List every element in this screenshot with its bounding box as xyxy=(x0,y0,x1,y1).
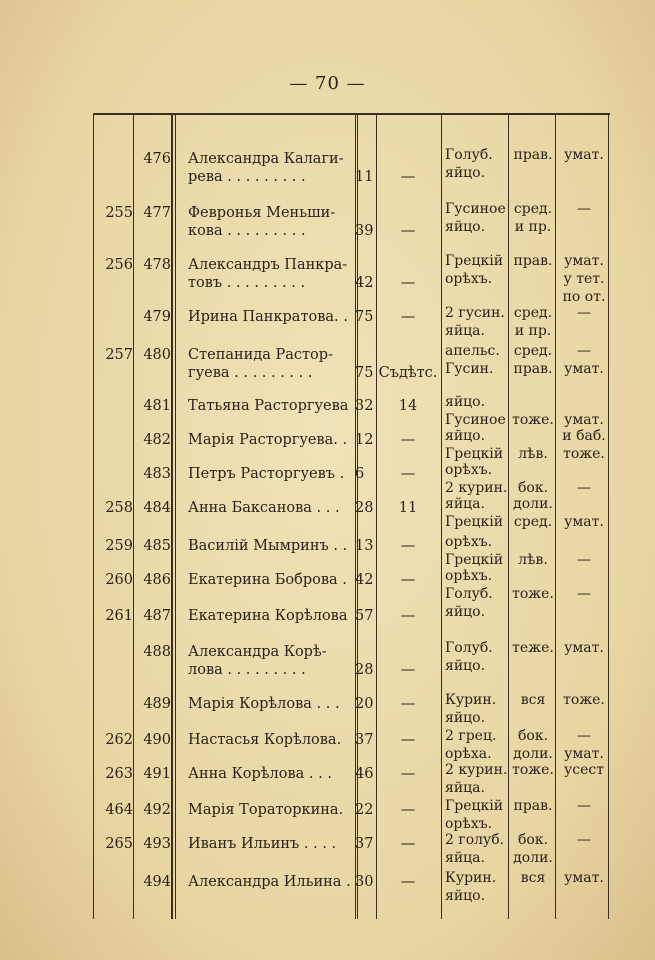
name-line-2: рева . . . . . . . . . xyxy=(188,169,306,185)
pos-line-1: бок. xyxy=(517,728,549,744)
pos-line-2: и пр. xyxy=(514,219,552,235)
egg-line-2: яйцо. xyxy=(445,219,486,235)
name-line-1: Петръ Расторгуевъ . xyxy=(188,466,345,482)
egg-line-2: Грецкій xyxy=(445,514,504,530)
second-value: 14 xyxy=(398,398,418,414)
row-number-a: 255 xyxy=(105,205,133,221)
second-value: — xyxy=(400,432,416,448)
second-value: — xyxy=(400,572,416,588)
egg-line-1: 2 курин. xyxy=(445,762,508,778)
out-line-1: — xyxy=(577,832,591,848)
row-number-a: 259 xyxy=(105,538,133,554)
egg-line-1: яйцо. xyxy=(445,394,486,410)
age-value: 13 xyxy=(355,538,374,554)
row-number-b: 479 xyxy=(143,309,171,325)
name-line-1: Февронья Меньши- xyxy=(188,205,336,221)
second-value: 11 xyxy=(398,500,418,516)
row-number-b: 487 xyxy=(143,608,171,624)
age-value: 12 xyxy=(355,432,374,448)
row-number-b: 490 xyxy=(143,732,171,748)
page-number: — 70 — xyxy=(289,73,366,94)
row-number-b: 492 xyxy=(143,802,171,818)
egg-line-2: Гусиное xyxy=(445,412,506,428)
egg-line-2: яйцо. xyxy=(445,658,486,674)
second-value: — xyxy=(400,223,416,239)
pos-line-2: доли. xyxy=(513,850,553,866)
row-number-b: 483 xyxy=(143,466,171,482)
out-line-2: — xyxy=(577,480,591,496)
out-line-1: — xyxy=(577,798,591,814)
age-value: 42 xyxy=(355,275,374,291)
pos-line-2: лѣв. xyxy=(518,446,548,462)
row-number-b: 494 xyxy=(143,874,171,890)
egg-line-2: Грецкій xyxy=(445,446,504,462)
egg-line-1: Гусиное xyxy=(445,201,506,217)
out-line-1: умат. xyxy=(564,870,604,886)
age-value: 20 xyxy=(355,696,374,712)
pos-line-2: бок. xyxy=(517,480,549,496)
name-line-1: Марія Расторгуева. . xyxy=(188,432,348,448)
out-line-1: тоже. xyxy=(563,692,605,708)
pos-line-2: тоже. xyxy=(512,586,554,602)
row-number-b: 484 xyxy=(143,500,171,516)
second-value: — xyxy=(400,275,416,291)
pos-line-1: прав. xyxy=(513,147,553,163)
pos-line-2: сред. xyxy=(513,514,553,530)
out-line-1: — xyxy=(577,343,591,359)
second-value: — xyxy=(400,608,416,624)
egg-line-2: яйца. xyxy=(445,850,485,866)
age-value: 6 xyxy=(355,466,365,482)
name-line-1: Иванъ Ильинъ . . . . xyxy=(188,836,337,852)
egg-line-2: яйца. xyxy=(445,780,485,796)
out-line-1: и баб. xyxy=(562,428,606,444)
egg-line-1: Грецкій xyxy=(445,798,504,814)
row-number-b: 480 xyxy=(143,347,171,363)
out-line-2: тоже. xyxy=(563,446,605,462)
row-number-b: 485 xyxy=(143,538,171,554)
name-line-1: Анна Баксанова . . . xyxy=(188,500,340,516)
second-value: Съдѣтс. xyxy=(378,365,438,381)
row-number-b: 481 xyxy=(143,398,171,414)
age-value: 57 xyxy=(355,608,374,624)
egg-line-1: Грецкій xyxy=(445,253,504,269)
out-line-2: умат. xyxy=(564,514,604,530)
egg-line-1: орѣхъ. xyxy=(445,462,493,478)
second-value: — xyxy=(400,766,416,782)
egg-line-2: яйцо. xyxy=(445,710,486,726)
egg-line-1: 2 голуб. xyxy=(445,832,505,848)
second-value: — xyxy=(400,836,416,852)
row-number-b: 493 xyxy=(143,836,171,852)
second-value: — xyxy=(400,309,416,325)
row-number-a: 258 xyxy=(105,500,133,516)
age-value: 28 xyxy=(355,662,374,678)
egg-line-2: яйцо. xyxy=(445,888,486,904)
egg-line-2: Гусин. xyxy=(445,361,494,377)
row-number-a: 263 xyxy=(105,766,133,782)
second-value: — xyxy=(400,802,416,818)
egg-line-2: орѣхъ. xyxy=(445,271,493,287)
row-number-b: 488 xyxy=(143,644,171,660)
egg-line-1: орѣхъ. xyxy=(445,534,493,550)
second-value: — xyxy=(400,732,416,748)
pos-line-1: сред. xyxy=(513,343,553,359)
name-line-1: Александра Корѣ- xyxy=(188,644,327,660)
pos-line-1: бок. xyxy=(517,832,549,848)
egg-line-2: яйцо. xyxy=(445,165,486,181)
age-value: 75 xyxy=(355,365,374,381)
row-number-a: 260 xyxy=(105,572,133,588)
age-value: 37 xyxy=(355,836,374,852)
egg-line-1: яйца. xyxy=(445,496,485,512)
name-line-1: Татьяна Расторгуева xyxy=(188,398,349,414)
row-number-a: 257 xyxy=(105,347,133,363)
pos-line-1: доли. xyxy=(513,496,553,512)
out-line-1: — xyxy=(577,201,591,217)
out-line-3: по от. xyxy=(562,289,606,305)
age-value: 46 xyxy=(355,766,374,782)
second-value: — xyxy=(400,696,416,712)
age-value: 11 xyxy=(355,169,374,185)
second-value: — xyxy=(400,662,416,678)
out-line-2: у тет. xyxy=(563,271,605,287)
egg-line-2: яйца. xyxy=(445,323,485,339)
out-line-2: — xyxy=(577,586,591,602)
age-value: 39 xyxy=(355,223,374,239)
egg-line-2: 2 курин. xyxy=(445,480,508,496)
second-value: — xyxy=(400,874,416,890)
out-line-1: усест xyxy=(564,762,604,778)
name-line-1: Степанида Растор- xyxy=(188,347,333,363)
pos-line-1: вся xyxy=(520,692,546,708)
name-line-1: Александръ Панкра- xyxy=(188,257,348,273)
name-line-1: Ирина Панкратова. . xyxy=(188,309,348,325)
pos-line-2: доли. xyxy=(513,746,553,762)
out-line-1: умат. xyxy=(564,253,604,269)
age-value: 28 xyxy=(355,500,374,516)
row-number-b: 476 xyxy=(143,151,171,167)
egg-line-1: яйцо. xyxy=(445,428,486,444)
row-number-a: 464 xyxy=(105,802,133,818)
age-value: 75 xyxy=(355,309,374,325)
name-line-1: Марія Тораторкина. xyxy=(188,802,344,818)
second-value: — xyxy=(400,466,416,482)
row-number-b: 477 xyxy=(143,205,171,221)
egg-line-1: орѣхъ. xyxy=(445,568,493,584)
pos-line-1: сред. xyxy=(513,201,553,217)
egg-line-1: апельс. xyxy=(445,343,500,359)
row-number-b: 489 xyxy=(143,696,171,712)
pos-line-1: вся xyxy=(520,870,546,886)
row-number-a: 262 xyxy=(105,732,133,748)
egg-line-1: 2 грец. xyxy=(445,728,497,744)
age-value: 32 xyxy=(355,398,374,414)
row-number-a: 265 xyxy=(105,836,133,852)
age-value: 22 xyxy=(355,802,374,818)
egg-line-1: Голуб. xyxy=(445,640,493,656)
out-line-2: умат. xyxy=(564,746,604,762)
out-line-2: — xyxy=(577,552,591,568)
egg-line-1: Курин. xyxy=(445,692,497,708)
name-line-2: гуева . . . . . . . . . xyxy=(188,365,313,381)
age-value: 30 xyxy=(355,874,374,890)
out-line-1: — xyxy=(577,305,591,321)
row-number-b: 491 xyxy=(143,766,171,782)
row-number-a: 261 xyxy=(105,608,133,624)
second-value: — xyxy=(400,169,416,185)
name-line-1: Настасья Корѣлова. xyxy=(188,732,342,748)
name-line-1: Александра Калаги- xyxy=(188,151,344,167)
pos-line-2: лѣв. xyxy=(518,552,548,568)
age-value: 42 xyxy=(355,572,374,588)
pos-line-1: тоже. xyxy=(512,762,554,778)
name-line-1: Анна Корѣлова . . . xyxy=(188,766,332,782)
row-number-b: 478 xyxy=(143,257,171,273)
name-line-1: Екатерина Боброва . xyxy=(188,572,347,588)
name-line-1: Василій Мымринъ . . xyxy=(188,538,348,554)
egg-line-2: Грецкій xyxy=(445,552,504,568)
egg-line-1: Голуб. xyxy=(445,147,493,163)
row-number-b: 486 xyxy=(143,572,171,588)
egg-line-1: яйцо. xyxy=(445,604,486,620)
pos-line-1: прав. xyxy=(513,253,553,269)
row-number-a: 256 xyxy=(105,257,133,273)
age-value: 37 xyxy=(355,732,374,748)
out-line-1: умат. xyxy=(564,147,604,163)
pos-line-1: сред. xyxy=(513,305,553,321)
name-line-1: Екатерина Корѣлова xyxy=(188,608,348,624)
second-value: — xyxy=(400,538,416,554)
egg-line-2: орѣхъ. xyxy=(445,816,493,832)
pos-line-2: и пр. xyxy=(514,323,552,339)
name-line-1: Александра Ильина . xyxy=(188,874,351,890)
pos-line-2: тоже. xyxy=(512,412,554,428)
name-line-1: Марія Корѣлова . . . xyxy=(188,696,340,712)
table-row xyxy=(93,870,610,945)
egg-line-1: Курин. xyxy=(445,870,497,886)
name-line-2: кова . . . . . . . . . xyxy=(188,223,306,239)
out-line-1: — xyxy=(577,728,591,744)
name-line-2: лова . . . . . . . . . xyxy=(188,662,306,678)
pos-line-1: прав. xyxy=(513,798,553,814)
out-line-2: умат. xyxy=(564,412,604,428)
egg-line-2: Голуб. xyxy=(445,586,493,602)
pos-line-1: теже. xyxy=(512,640,554,656)
egg-line-1: 2 гусин. xyxy=(445,305,505,321)
row-number-b: 482 xyxy=(143,432,171,448)
out-line-1: умат. xyxy=(564,640,604,656)
egg-line-2: орѣха. xyxy=(445,746,492,762)
pos-line-2: прав. xyxy=(513,361,553,377)
out-line-2: умат. xyxy=(564,361,604,377)
name-line-2: товъ . . . . . . . . . xyxy=(188,275,306,291)
